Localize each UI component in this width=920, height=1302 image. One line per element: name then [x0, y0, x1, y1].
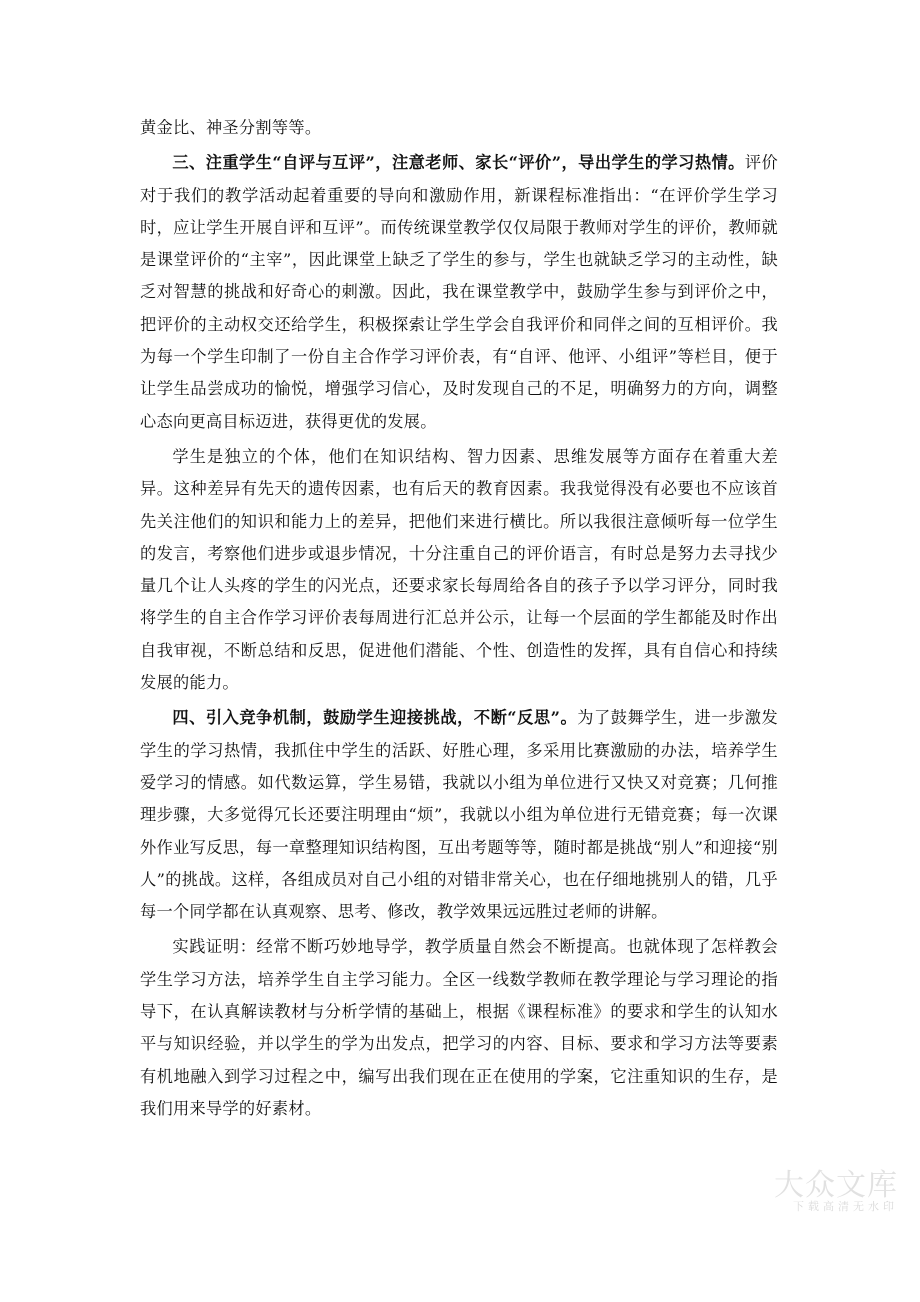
watermark-sub-text: 下载高清无水印	[793, 1200, 898, 1213]
document-body	[140, 112, 778, 1125]
paragraph-competition	[140, 702, 778, 928]
paragraph-individual-differences: 学生是独立的个体，他们在知识结构、智力因素、思维发展等方面存在着重大差异。这种差异有先天的遗传因素，也有后天的教育因素。我我觉得没有必要也不应该首先关注他们的知识和能力上的差异，把他们来进行横比。所以我很注意倾听每一位学生的发言，考察他们进步或退步情况，十分注重自己的评价语言，有时总是努力去寻找少量几个让人头疼的学生的闪光点，还要求家长每周给各自的孩子予以学习评分，同时我将学生的自主合作学习评价表每周进行汇总并公示，让每一个层面的学生都能及时作出自我审视，不断总结和反思，促进他们潜能、个性、创造性的发挥，具有自信心和持续发展的能力。	[140, 446, 778, 693]
paragraph-practice-proof: 实践证明：经常不断巧妙地导学，教学质量自然会不断提高。也就体现了怎样教会学生学习方法，培养学生自主学习能力。全区一线数学教师在教学理论与学习理论的指导下，在认真解读教材与分析学情的基础上，根据《课程标准》的要求和学生的认知水平与知识经验，并以学生的学为出发点，把学习的内容、目标、要求和学习方法等要素有机地融入到学习过程之中，编写出我们现在正在使用的学案，它注重知识的生存，是我们用来导学的好素材。	[140, 937, 778, 1118]
section-heading-four: 四、引入竞争机制，鼓励学生迎接挑战，不断“反思”。	[172, 708, 578, 728]
paragraph-self-evaluation	[140, 147, 778, 438]
section-heading-three: 三、注重学生“自评与互评”，注意老师、家长“评价”，导出学生的学习热情。	[172, 153, 745, 173]
watermark-main-text: 大众文库	[774, 1168, 898, 1203]
paragraph-golden-ratio: 黄金比、神圣分割等等。	[140, 118, 322, 137]
section-three-body: 评价对于我们的教学活动起着重要的导向和激励作用，新课程标准指出：“在评价学生学习时，应让学生开展自评和互评”。而传统课堂教学仅仅局限于教师对学生的评价，教师就是课堂评价的“主宰”，因此课堂上缺乏了学生的参与，学生也就缺乏学习的主动性，缺乏对智慧的挑战和好奇心的刺激。因此，我在课堂教学中，鼓励学生参与到评价之中，把评价的主动权交还给学生，积极探索让学生学会自我评价和同伴之间的互相评价。我为每一个学生印制了一份自主合作学习评价表，有“自评、他评、小组评”等栏目，便于让学生品尝成功的愉悦，增强学习信心，及时发现自己的不足，明确努力的方向，调整心态向更高目标迈进，获得更优的发展。	[140, 153, 778, 431]
watermark-logo	[774, 1160, 908, 1220]
section-four-body: 为了鼓舞学生，进一步激发学生的学习热情，我抓住中学生的活跃、好胜心理，多采用比赛激励的办法，培养学生爱学习的情感。如代数运算，学生易错，我就以小组为单位进行又快又对竞赛；几何推理步骤，大多觉得冗长还要注明理由“烦”，我就以小组为单位进行无错竞赛；每一次课外作业写反思，每一章整理知识结构图，互出考题等等，随时都是挑战“别人”和迎接“别人”的挑战。这样，各组成员对自己小组的对错非常关心，也在仔细地挑别人的错，几乎每一个同学都在认真观察、思考、修改，教学效果远远胜过老师的讲解。	[140, 708, 778, 922]
